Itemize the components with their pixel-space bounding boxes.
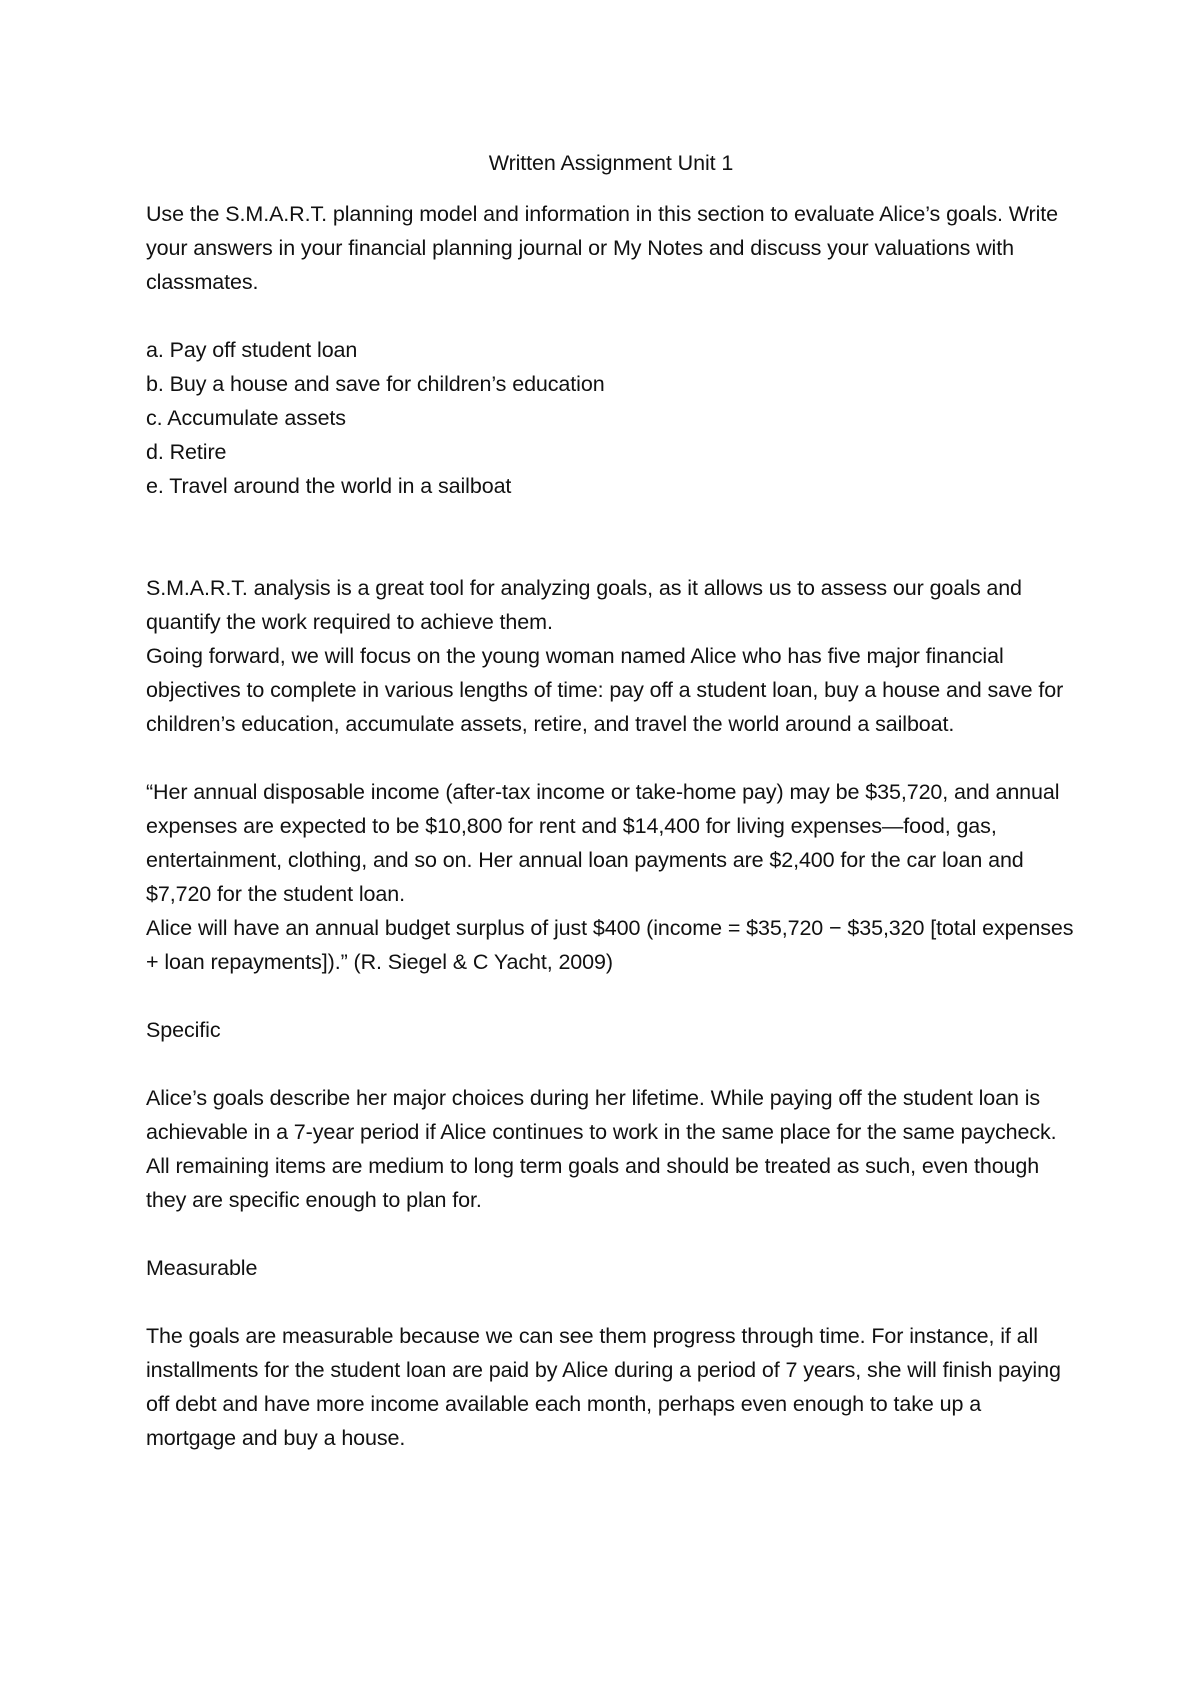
measurable-heading: Measurable xyxy=(146,1256,258,1280)
specific-heading: Specific xyxy=(146,1018,221,1042)
goal-item-a: a. Pay off student loan xyxy=(146,338,358,362)
goal-item-b: b. Buy a house and save for children’s education xyxy=(146,372,605,396)
spacer xyxy=(146,1217,1076,1251)
smart-paragraph: S.M.A.R.T. analysis is a great tool for analyzing goals, as it allows us to assess our goals and quantify the work required to achieve them. xyxy=(146,576,1022,634)
spacer xyxy=(146,1285,1076,1319)
quote-paragraph-1: “Her annual disposable income (after-tax income or take-home pay) may be $35,720, and annual expenses are expected to be $10,800 for rent and $14,400 for living expenses—food, gas, entertainment, clothing, and so on. Her annual loan payments are $2,400 for the car loan and $7,720 for the student loan. xyxy=(146,780,1060,906)
goals-list xyxy=(146,333,1076,503)
intro-paragraph: Use the S.M.A.R.T. planning model and information in this section to evaluate Alice’s goals. Write your answers in your financial planning journal or My Notes and discuss your valuations with classmates. xyxy=(146,202,1058,294)
spacer xyxy=(146,979,1076,1013)
alice-paragraph: Going forward, we will focus on the young woman named Alice who has five major financial objectives to complete in various lengths of time: pay off a student loan, buy a house and save for children’s education, accumulate assets, retire, and travel the world around a sailboat. xyxy=(146,644,1064,736)
spacer xyxy=(146,503,1076,571)
specific-paragraph: Alice’s goals describe her major choices during her lifetime. While paying off the student loan is achievable in a 7-year period if Alice continues to work in the same place for the same paycheck. All remaining items are medium to long term goals and should be treated as such, even though they are specific enough to plan for. xyxy=(146,1086,1057,1212)
spacer xyxy=(146,299,1076,333)
quote-paragraph-2: Alice will have an annual budget surplus of just $400 (income = $35,720 − $35,320 [total expenses + loan repayments]).” (R. Siegel & C Yacht, 2009) xyxy=(146,916,1074,974)
measurable-paragraph: The goals are measurable because we can see them progress through time. For instance, if all installments for the student loan are paid by Alice during a period of 7 years, she will finish paying off debt and have more income available each month, perhaps even enough to take up a mortgage and buy a house. xyxy=(146,1324,1061,1450)
goal-item-c: c. Accumulate assets xyxy=(146,406,346,430)
goal-item-d: d. Retire xyxy=(146,440,227,464)
spacer xyxy=(146,741,1076,775)
document-title: Written Assignment Unit 1 xyxy=(488,151,734,175)
goal-item-e: e. Travel around the world in a sailboat xyxy=(146,474,512,498)
spacer xyxy=(146,1047,1076,1081)
document-body xyxy=(146,146,1076,1455)
